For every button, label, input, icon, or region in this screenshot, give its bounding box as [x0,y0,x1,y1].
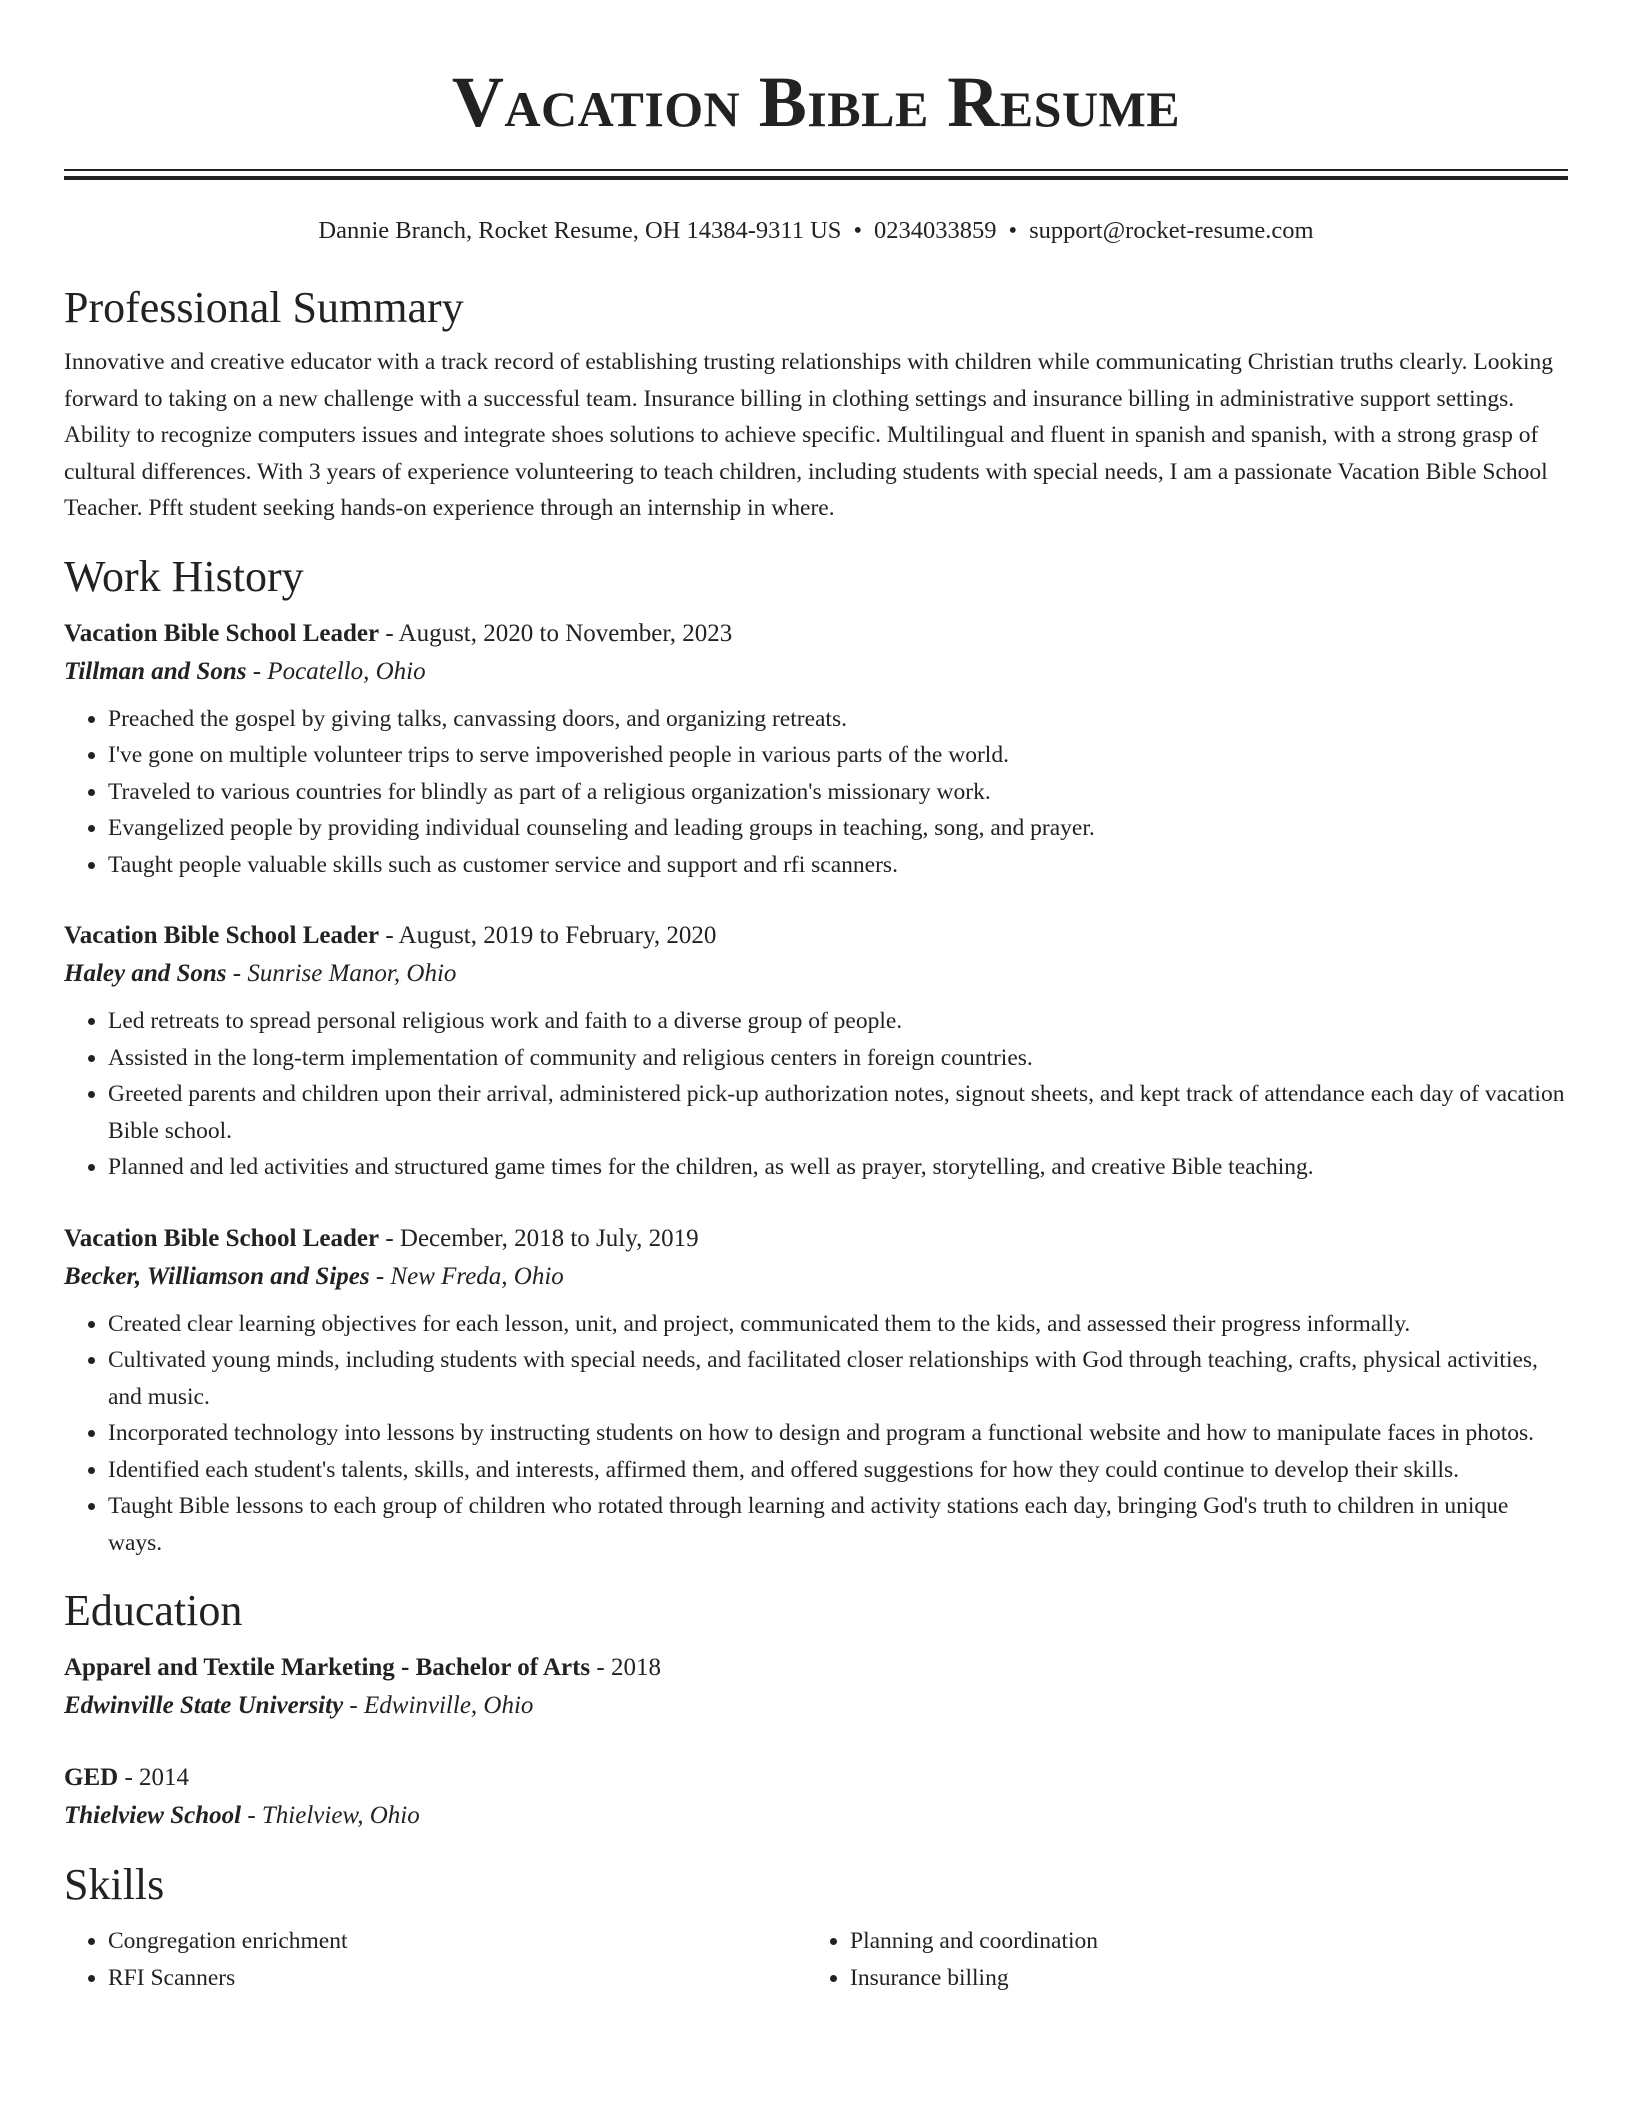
job-bullets [64,701,1568,884]
job-title-line [64,1220,1568,1258]
contact-separator: • [1008,217,1018,244]
skills-section [64,1859,1568,1996]
job-title: Vacation Bible School Leader [64,1224,380,1252]
job-dates: - December, 2018 to July, 2019 [379,1224,699,1252]
company-line [64,955,1568,993]
job-bullet: • Preached the gospel by giving talks, canvassing doors, and organizing retreats. [108,701,1568,738]
job-dates: - August, 2020 to November, 2023 [379,619,733,647]
resume-name: Vacation Bible Resume [451,62,1181,142]
job-bullet: • Taught Bible lessons to each group of children who rotated through learning and activity stations each day, bringing God's truth to children in unique ways. [108,1488,1568,1561]
company-line [64,1258,1568,1296]
skills-grid [64,1923,1568,1996]
job-entry [64,615,1568,884]
job-entry [64,1220,1568,1562]
company-name: Haley and Sons [64,960,227,987]
job-bullet: • Planned and led activities and structured game times for the children, as well as prayer, storytelling, and creative Bible teaching. [108,1149,1568,1186]
skill-item: • RFI Scanners [108,1960,806,1997]
job-dates: - August, 2019 to February, 2020 [379,922,717,949]
skill-item: • Planning and coordination [850,1923,1548,1960]
job-bullet: • Traveled to various countries for blindly as part of a religious organization's missionary work. [108,774,1568,811]
school-location: - Edwinville, Ohio [343,1692,534,1719]
education-entry [64,1649,1568,1725]
job-bullet: • I've gone on multiple volunteer trips to serve impoverished people in various parts of the world. [108,737,1568,774]
school-line [64,1687,1568,1725]
summary-section [64,282,1568,527]
job-bullets [64,1306,1568,1562]
summary-text: Innovative and creative educator with a track record of establishing trusting relationships with children while communicating Christian truths clearly. Looking forward to taking on a new challenge with a successful team. Insurance billing in clothing settings and insurance billing in administrative support settings. Ability to recognize computers issues and integrate shoes solutions to achieve specific. Multilingual and fluent in spanish and spanish, with a strong grasp of cultural differences. With 3 years of experience volunteering to teach children, including students with special needs, I am a passionate Vacation Bible School Teacher. Pfft student seeking hands-on experience through an internship in where. [64,349,1554,521]
section-title-work-history: Work History [64,551,304,601]
company-location: - New Freda, Ohio [369,1262,564,1290]
section-title-summary: Professional Summary [64,283,464,332]
graduation-year: - 2018 [590,1654,661,1681]
company-location: - Pocatello, Ohio [246,657,426,685]
job-bullets [64,1003,1568,1186]
skills-column-right [806,1923,1548,1996]
company-location: - Sunrise Manor, Ohio [226,960,457,987]
job-bullet: • Incorporated technology into lessons by instructing students on how to design and program a functional website and how to manipulate faces in photos. [108,1415,1568,1452]
contact-address: Dannie Branch, Rocket Resume, OH 14384-9311 US [318,217,842,244]
header-divider [64,169,1568,180]
job-bullet: • Greeted parents and children upon their arrival, administered pick-up authorization notes, signout sheets, and kept track of attendance each day of vacation Bible school. [108,1076,1568,1149]
job-title: Vacation Bible School Leader [64,619,380,647]
graduation-year: - 2014 [118,1764,190,1791]
job-bullet: • Taught people valuable skills such as customer service and support and rfi scanners. [108,847,1568,884]
skill-item: • Congregation enrichment [108,1923,806,1960]
school-name: Thielview School [64,1802,242,1829]
job-title: Vacation Bible School Leader [64,922,380,949]
skill-item: • Insurance billing [850,1960,1548,1997]
degree-line [64,1759,1568,1797]
job-bullet: • Evangelized people by providing individual counseling and leading groups in teaching, song, and prayer. [108,810,1568,847]
job-bullet: • Cultivated young minds, including students with special needs, and facilitated closer relationships with God through teaching, crafts, physical activities, and music. [108,1342,1568,1415]
school-line [64,1797,1568,1835]
job-title-line [64,917,1568,955]
job-bullet: • Led retreats to spread personal religious work and faith to a diverse group of people. [108,1003,1568,1040]
section-title-education: Education [64,1586,243,1635]
contact-separator: • [853,217,863,244]
school-name: Edwinville State University [64,1692,344,1719]
degree-line [64,1649,1568,1687]
job-title-line [64,615,1568,653]
skills-column-left [64,1923,806,1996]
job-bullet: • Assisted in the long-term implementation of community and religious centers in foreign countries. [108,1040,1568,1077]
education-entry [64,1759,1568,1835]
degree-name: GED [64,1764,119,1791]
section-title-skills: Skills [64,1860,165,1909]
job-bullet: • Identified each student's talents, skills, and interests, affirmed them, and offered suggestions for how they could continue to develop their skills. [108,1452,1568,1489]
degree-name: Apparel and Textile Marketing - Bachelor of Arts [64,1654,591,1681]
job-entry [64,917,1568,1186]
school-location: - Thielview, Ohio [241,1802,420,1829]
work-history-section [64,551,1568,1562]
company-name: Becker, Williamson and Sipes [64,1262,370,1290]
job-bullet: • Created clear learning objectives for each lesson, unit, and project, communicated them to the kids, and assessed their progress informally. [108,1306,1568,1343]
company-line [64,653,1568,691]
company-name: Tillman and Sons [64,657,247,685]
education-section [64,1585,1568,1835]
contact-line [64,216,1568,246]
contact-phone: 0234033859 [874,217,997,244]
contact-email: support@rocket-resume.com [1029,217,1314,244]
